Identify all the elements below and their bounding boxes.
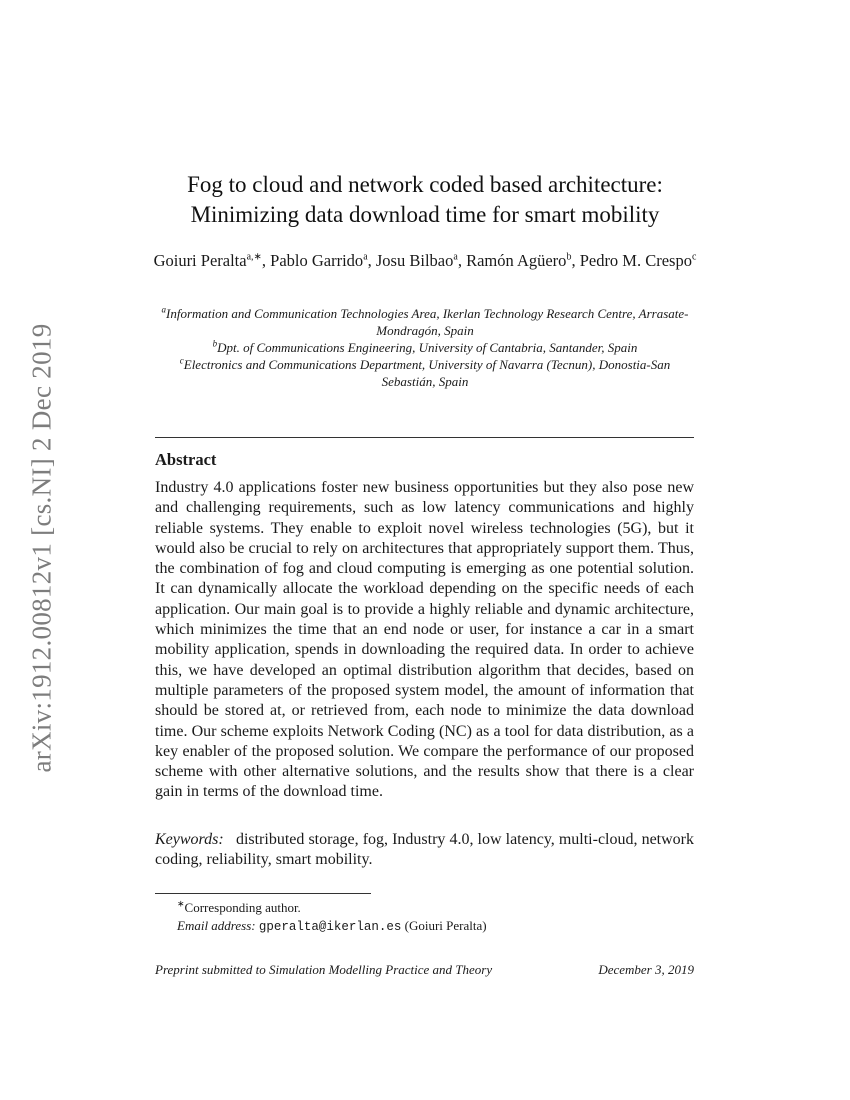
affiliation-mark: b <box>212 338 218 349</box>
footer-journal: Preprint submitted to Simulation Modelling Practice and Theory <box>155 962 493 977</box>
footnote-mark: ∗ <box>177 898 185 909</box>
footnote-corresponding <box>155 899 694 917</box>
page-footer <box>155 962 694 978</box>
author-affiliation-mark: b <box>566 251 572 263</box>
keywords-text: distributed storage, fog, Industry 4.0, low latency, multi-cloud, network coding, reliability, smart mobility. <box>155 831 694 869</box>
author-separator: , <box>367 251 376 270</box>
email-label: Email address: <box>177 917 256 933</box>
arxiv-identifier: arXiv:1912.00812v1 [cs.NI] 2 Dec 2019 <box>26 323 57 773</box>
corresponding-author-text: Corresponding author. <box>184 900 301 915</box>
abstract-heading: Abstract <box>155 450 217 469</box>
affiliation <box>160 305 690 339</box>
keywords <box>155 830 694 871</box>
author-list <box>150 250 700 272</box>
author-name: Pablo Garrido <box>270 251 364 270</box>
author-name: Ramón Agüero <box>466 251 567 270</box>
author <box>580 251 697 270</box>
abstract-body: Industry 4.0 applications foster new business opportunities but they also pose new and challenging requirements, such as low latency communications and highly reliable systems. They enable to exploit novel wireless technologies (5G), but it would also be crucial to rely on architectures that appropriately support them. Thus, the combination of fog and cloud computing is emerging as one potential solution. It can dynamically allocate the workload depending on the specific needs of each application. Our main goal is to provide a highly reliable and dynamic architecture, which minimizes the time that an end node or user, for instance a car in a smart mobility application, spends in downloading the required data. In order to achieve this, we have developed an optimal distribution algorithm that decides, based on multiple parameters of the proposed system model, the amount of information that should be stored at, or retrieved from, each node to minimize the data download time. Our scheme exploits Network Coding (NC) as a tool for data distribution, as a key enabler of the proposed solution. We compare the performance of our proposed scheme with other alternative solutions, and the results show that there is a clear gain in terms of the download time. <box>155 479 694 801</box>
affiliation-mark: a <box>161 304 166 315</box>
footnote <box>155 899 694 936</box>
affiliation <box>160 339 690 356</box>
author-separator: , <box>261 251 271 270</box>
author-affiliation-mark: c <box>691 251 697 263</box>
author-name: Pedro M. Crespo <box>579 251 692 270</box>
author-affiliation-mark: a <box>453 251 458 263</box>
affiliation-mark: c <box>179 355 184 366</box>
title-line-2: Minimizing data download time for smart mobility <box>190 202 660 227</box>
affiliation-text: Information and Communication Technologies Area, Ikerlan Technology Research Centre, Arrasate-Mondragón, Spain <box>166 306 689 338</box>
author <box>466 251 580 270</box>
author-name: Goiuri Peralta <box>153 251 247 270</box>
keywords-label: Keywords: <box>155 831 224 848</box>
author-separator: , <box>457 251 467 270</box>
email-address[interactable]: gperalta@ikerlan.es <box>258 919 402 934</box>
author <box>376 251 466 270</box>
footer-date: December 3, 2019 <box>598 962 694 977</box>
affiliation-list <box>160 305 690 390</box>
author <box>270 251 376 270</box>
author-affiliation-mark: a <box>363 251 368 263</box>
affiliation-text: Electronics and Communications Department, University of Navarra (Tecnun), Donostia-San Sebastián, Spain <box>183 357 671 389</box>
footnote-email <box>155 917 694 937</box>
affiliation-text: Dpt. of Communications Engineering, University of Cantabria, Santander, Spain <box>217 340 638 355</box>
author <box>154 251 271 270</box>
title-line-1: Fog to cloud and network coded based architecture: <box>187 172 663 197</box>
abstract-top-rule <box>155 437 694 438</box>
email-owner: (Goiuri Peralta) <box>404 917 487 933</box>
affiliation <box>160 356 690 390</box>
author-affiliation-mark: a,∗ <box>246 251 262 263</box>
author-separator: , <box>571 251 580 270</box>
paper-title <box>155 170 695 230</box>
footnote-rule <box>155 893 371 894</box>
author-name: Josu Bilbao <box>375 251 454 270</box>
